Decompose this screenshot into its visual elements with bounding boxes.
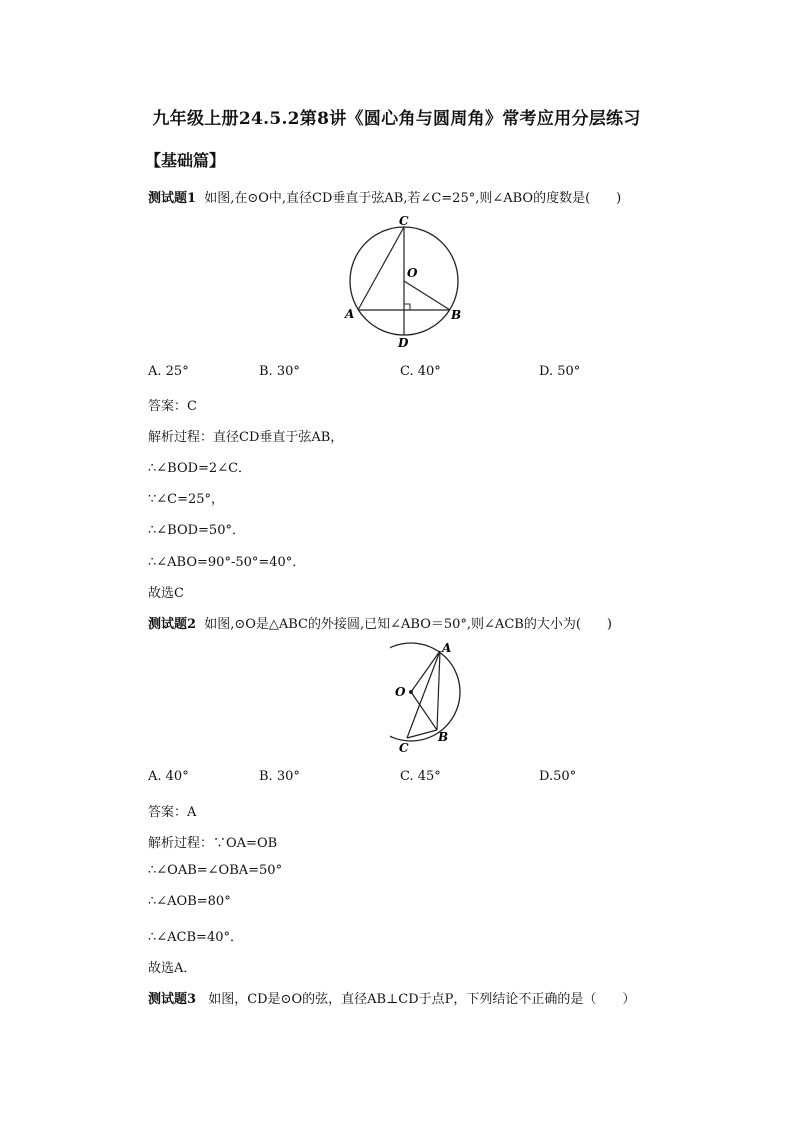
q1-step: ∵∠C=25°， <box>148 492 225 507</box>
figure-1 <box>340 214 470 354</box>
question-3-stem: 如图，CD是⊙O的弦，直径AB⊥CD于点P，下列结论不正确的是（ ） <box>208 992 636 1007</box>
segment-ac <box>407 651 440 738</box>
q1-option-d: D. 50° <box>539 364 581 379</box>
right-angle-mark <box>404 304 410 310</box>
q1-option-c: C. 40° <box>400 364 441 379</box>
section-heading: 【基础篇】 <box>145 151 226 170</box>
center-point <box>409 690 413 694</box>
label-o: O <box>395 685 406 699</box>
segment-oa <box>411 651 440 692</box>
q1-step: ∴∠BOD=50°． <box>148 523 245 538</box>
q2-option-a: A. 40° <box>148 769 189 784</box>
segment-ca <box>358 227 404 310</box>
label-c: C <box>399 214 409 228</box>
q1-step: ∴∠BOD=2∠C． <box>148 461 252 476</box>
q2-step: ∴∠OAB=∠OBA=50° <box>148 863 283 878</box>
question-1 <box>148 187 621 206</box>
q2-option-d: D.50° <box>539 769 577 784</box>
label-o: O <box>407 266 418 280</box>
question-2 <box>148 613 612 632</box>
figure-2 <box>390 638 480 758</box>
question-1-label: 测试题1 <box>148 191 197 206</box>
q2-step: 解析过程：∵OA=OB <box>148 836 278 851</box>
q1-step: ∴∠ABO=90°-50°=40°． <box>148 555 306 570</box>
q2-step: 故选A． <box>148 961 197 976</box>
segment-cb <box>407 730 437 738</box>
label-d: D <box>398 336 409 350</box>
page-title: 九年级上册24.5.2第8讲《圆心角与圆周角》常考应用分层练习 <box>152 109 641 129</box>
q1-answer: 答案：C <box>148 399 197 414</box>
question-2-stem: 如图,⊙O是△ABC的外接圆,已知∠ABO＝50°,则∠ACB的大小为( ) <box>204 617 612 632</box>
label-b: B <box>451 308 462 322</box>
q2-option-c: C. 45° <box>400 769 441 784</box>
q2-answer: 答案：A <box>148 805 197 820</box>
q1-option-b: B. 30° <box>259 364 300 379</box>
question-2-label: 测试题2 <box>148 617 197 632</box>
label-a: A <box>345 307 355 321</box>
segment-ab <box>437 651 440 730</box>
segment-ob <box>411 692 437 730</box>
label-a: A <box>442 641 452 655</box>
label-b: B <box>438 730 449 744</box>
q2-step: ∴∠ACB=40°． <box>148 930 243 945</box>
q2-step: ∴∠AOB=80° <box>148 894 231 909</box>
q2-option-b: B. 30° <box>259 769 300 784</box>
q1-step: 解析过程：直径CD垂直于弦AB， <box>148 430 344 445</box>
q1-option-a: A. 25° <box>148 364 189 379</box>
q1-step: 故选C <box>148 586 184 601</box>
question-3-label: 测试题3 <box>148 992 197 1007</box>
question-1-stem: 如图,在⊙O中,直径CD垂直于弦AB,若∠C=25°,则∠ABO的度数是( ) <box>204 191 622 206</box>
question-3 <box>148 988 635 1007</box>
label-c: C <box>399 741 409 755</box>
segment-ob <box>404 281 450 310</box>
